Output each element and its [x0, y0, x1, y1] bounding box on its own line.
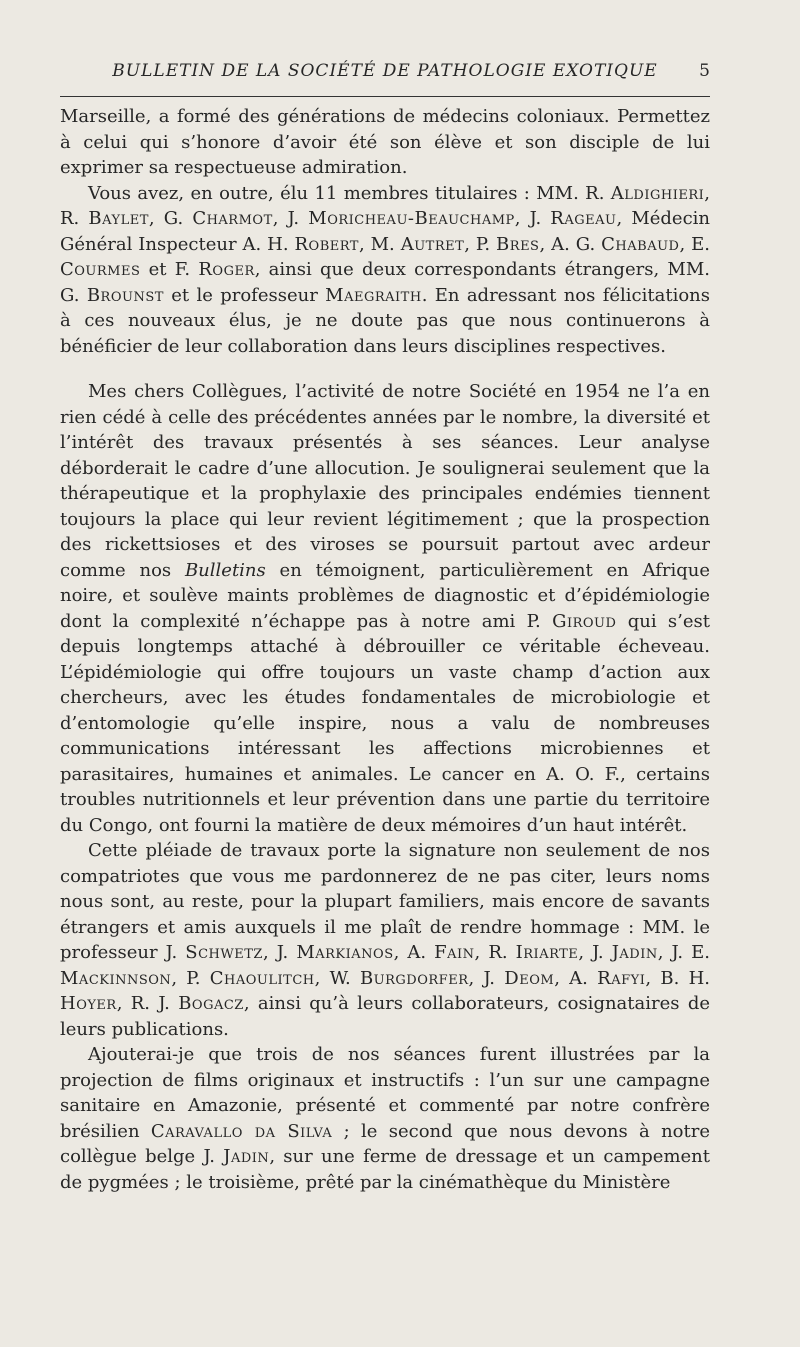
- paragraph-new-members: Vous avez, en outre, élu 11 membres titulaires : MM. R. Aldighieri, R. Baylet, G. Charmot, J. Moricheau-Beauchamp, J. Rageau, Médecin Général Inspecteur A. H. Robert, M. Autret, P. Bres, A. G. Chabaud, E. Courmes et F. Roger, ainsi que deux correspondants étrangers, MM. G. Brounst et le professeur Maegraith. En adressant nos félicitations à ces nouveaux élus, je ne doute pas que nous continuerons à bénéficier de leur collaboration dans leurs disciplines respectives.: [60, 182, 711, 357]
- journal-title: BULLETIN DE LA SOCIÉTÉ DE PATHOLOGIE EXOTIQUE: [112, 61, 658, 81]
- body-text: [60, 104, 710, 1195]
- paragraph-foreign-scientists: Cette pléiade de travaux porte la signature non seulement de nos compatriotes que vous me pardonnerez de ne pas citer, leurs noms nous sont, au reste, pour la plupart familiers, mais encore de savants étrangers et amis auxquels il me plaît de rendre hommage : MM. le professeur J. Schwetz, J. Markianos, A. Fain, R. Iriarte, J. Jadin, J. E. Mackinnson, P. Chaoulitch, W. Burgdorfer, J. Deom, A. Rafyi, B. H. Hoyer, R. J. Bogacz, ainsi qu’à leurs collaborateurs, cosignataires de leurs publications.: [60, 840, 710, 1040]
- running-header: [60, 56, 710, 97]
- paragraph-continuation: Marseille, a formé des générations de médecins coloniaux. Permettez à celui qui s’honore d’avoir été son élève et son disciple de lui exprimer sa respectueuse admiration.: [60, 106, 710, 178]
- paragraph-society-activity: Mes chers Collègues, l’activité de notre Société en 1954 ne l’a en rien cédé à celle des précédentes années par le nombre, la diversité et l’intérêt des travaux présentés à ses séances. Leur analyse déborderait le cadre d’une allocution. Je soulignerai seulement que la thérapeutique et la prophylaxie des principales endémies tiennent toujours la place qui leur revient légitimement ; que la prospection des rickettsioses et des viroses se poursuit partout avec ardeur comme nos Bulletins en témoignent, particulièrement en Afrique noire, et soulève maints problèmes de diagnostic et d’épidémiologie dont la complexité n’échappe pas à notre ami P. Giroud qui s’est depuis longtemps attaché à débrouiller ce véritable écheveau. L’épidémiologie qui offre toujours un vaste champ d’action aux chercheurs, avec les études fondamentales de microbiologie et d’entomologie qu’elle inspire, nous a valu de nombreuses communications intéressant les affections microbiennes et parasitaires, humaines et animales. Le cancer en A. O. F., certains troubles nutritionnels et leur prévention dans une partie du territoire du Congo, ont fourni la matière de deux mémoires d’un haut intérêt.: [60, 381, 710, 836]
- paragraph-films: Ajouterai-je que trois de nos séances furent illustrées par la projection de films originaux et instructifs : l’un sur une campagne sanitaire en Amazonie, présenté et commenté par notre confrère brésilien Caravallo da Silva ; le second que nous devons à notre collègue belge J. Jadin, sur une ferme de dressage et un campement de pygmées ; le troisième, prêté par la cinémathèque du Ministère: [60, 1044, 710, 1193]
- page-number: 5: [699, 61, 710, 81]
